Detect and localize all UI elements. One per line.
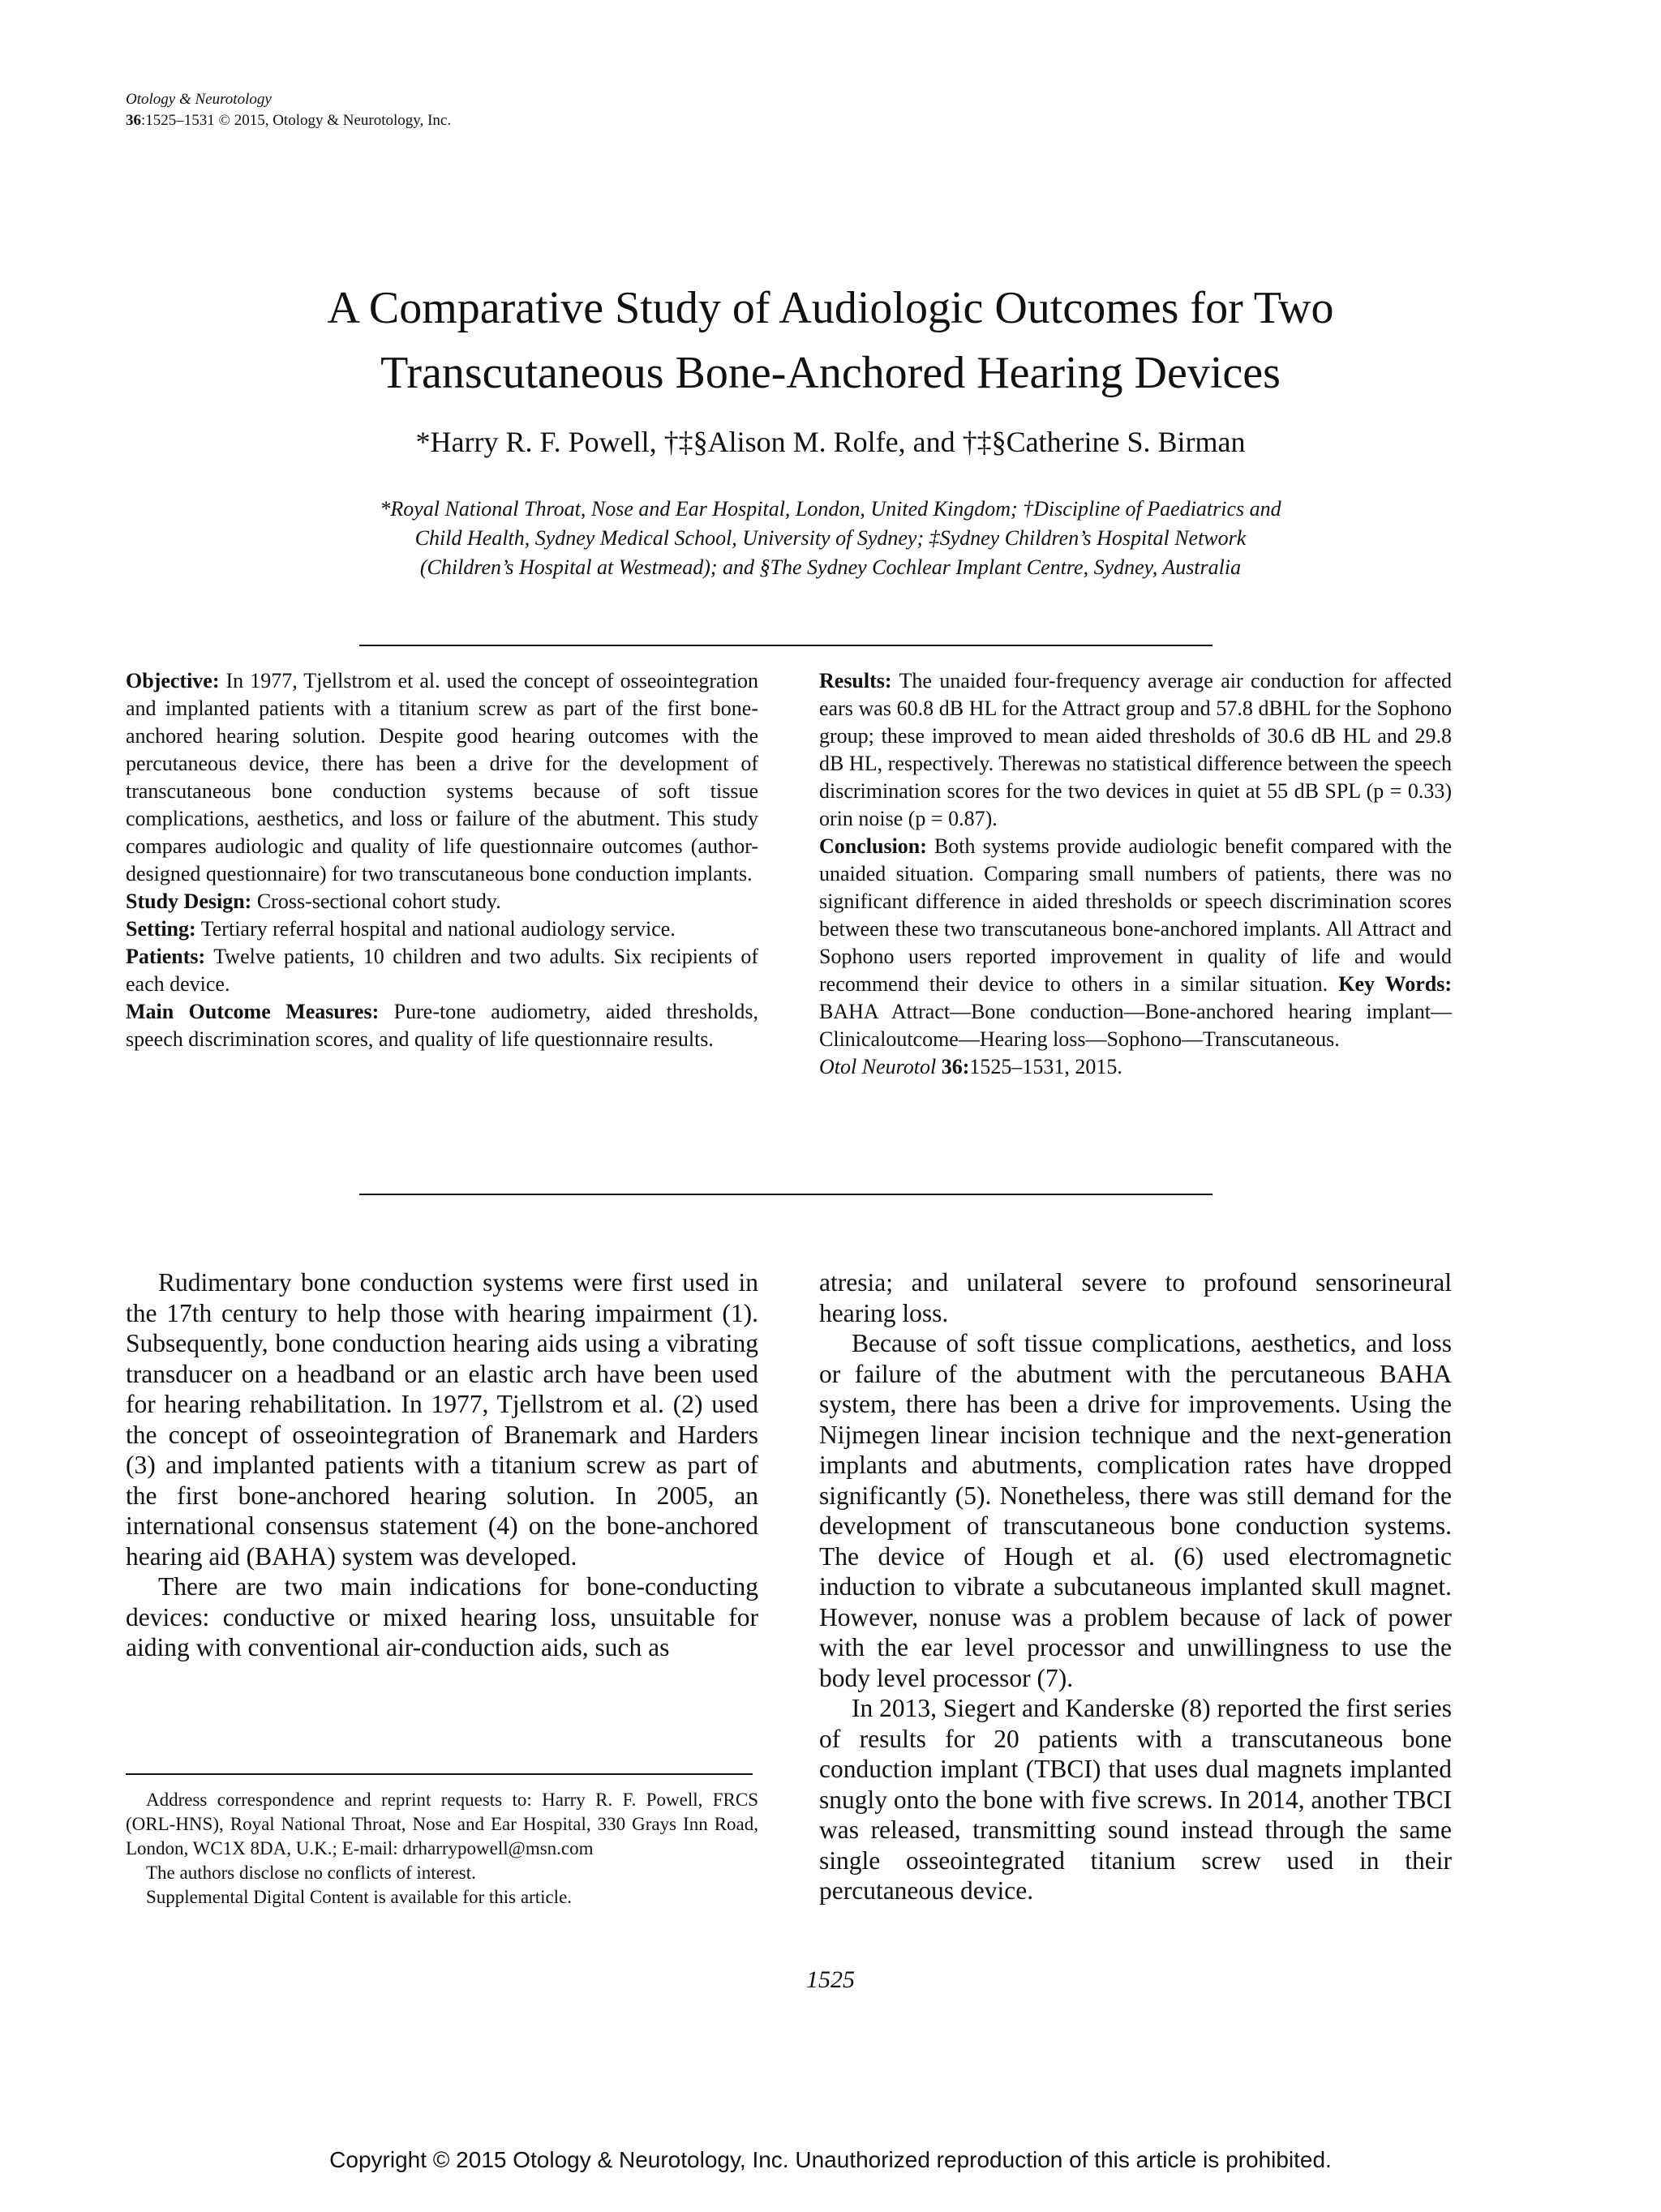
affiliations [0,495,1661,582]
abstract-conclusion [819,833,1452,1053]
article-title [0,276,1661,405]
footnotes [126,1788,758,1910]
journal-citation-rest: :1525–1531 © 2015, Otology & Neurotology, Inc. [141,112,452,129]
body-paragraph: Rudimentary bone conduction systems were first used in the 17th century to help those with hearing impairment (1). Subsequently, bone conduction hearing aids using a vibrating transducer on a headband or an elastic arch have been used for hearing rehabilitation. In 1977, Tjellstrom et al. (2) used the concept of osseointegration of Branemark and Harders (3) and implanted patients with a titanium screw as part of the first bone-anchored hearing solution. In 2005, an international consensus statement (4) on the bone-anchored hearing aid (BAHA) system was developed. [126,1268,758,1571]
affiliation-line: (Children’s Hospital at Westmead); and §The Sydney Cochlear Implant Centre, Sydney, Australia [419,555,1242,579]
footnote-rule [126,1773,753,1775]
body-paragraph: There are two main indications for bone-conducting devices: conductive or mixed hearing loss, unsuitable for aiding with conventional air-conduction aids, such as [126,1572,758,1661]
affiliation-line: *Royal National Throat, Nose and Ear Hospital, London, United Kingdom; †Discipline of Paediatrics and [380,497,1281,521]
conclusion-text: Both systems provide audiologic benefit compared with the unaided situation. Comparing small numbers of patients, there was no significant difference in aided thresholds or speech discrimination scores between these two transcutaneous bone-anchored implants. All Attract and Sophono users reported improvement in quality of life and would recommend their device to others in a similar situation. [819,834,1452,996]
abstract-measures [126,998,758,1053]
keywords-text: BAHA Attract—Bone conduction—Bone-anchored hearing implant—Clinicaloutcome—Hearing loss—Sophono—Transcutaneous. [819,1000,1452,1051]
cite-rest: 1525–1531, 2015. [969,1055,1122,1078]
body-paragraph: atresia; and unilateral severe to profound sensorineural hearing loss. [819,1268,1452,1327]
abstract-design [126,888,758,915]
abstract-setting [126,915,758,943]
setting-label: Setting: [126,917,196,941]
patients-text: Twelve patients, 10 children and two adults. Six recipients of each device. [126,945,758,996]
body-paragraph: In 2013, Siegert and Kanderske (8) reported the first series of results for 20 patients with a transcutaneous bone conduction implant (TBCI) that uses dual magnets implanted snugly onto the bone with five screws. In 2014, another TBCI was released, transmitting sound instead through the same single osseointegrated titanium screw used in their percutaneous device. [819,1694,1453,1905]
title-line-2: Transcutaneous Bone-Anchored Hearing Devices [380,348,1281,398]
abstract-citation [819,1053,1452,1081]
author-list: *Harry R. F. Powell, †‡§Alison M. Rolfe, and †‡§Catherine S. Birman [415,426,1246,458]
affiliation-line: Child Health, Sydney Medical School, University of Sydney; ‡Sydney Children’s Hospital Network [414,526,1247,550]
body-left-column [126,1267,758,1663]
journal-header [126,89,451,131]
abstract-left-column [126,667,758,1053]
journal-name: Otology & Neurotology [126,91,272,108]
footnote-supplemental: Supplemental Digital Content is available for this article. [146,1887,573,1907]
body-right-column [819,1267,1452,1906]
abstract-results [819,667,1452,833]
cite-volume: 36: [941,1055,970,1078]
page-number: 1525 [806,1966,855,1993]
abstract-patients [126,943,758,998]
footnote-correspondence: Address correspondence and reprint requests to: Harry R. F. Powell, FRCS (ORL-HNS), Royal National Throat, Nose and Ear Hospital, 330 Grays Inn Road, London, WC1X 8DA, U.K.; E-mail: drharrypowell@msn.com [126,1790,758,1858]
footnote-disclosure: The authors disclose no conflicts of interest. [146,1863,476,1883]
measures-text: Pure-tone audiometry, aided thresholds, speech discrimination scores, and quality of life questionnaire results. [126,1000,758,1051]
abstract-objective [126,667,758,888]
abstract-top-rule [359,645,1212,646]
objective-text: In 1977, Tjellstrom et al. used the concept of osseointegration and implanted patients with a titanium screw as part of the first bone-anchored hearing solution. Despite good hearing outcomes with the percutaneous device, there has been a drive for the development of transcutaneous bone conduction systems because of soft tissue complications, aesthetics, and loss or failure of the abutment. This study compares audiologic and quality of life questionnaire outcomes (author-designed questionnaire) for two transcutaneous bone conduction implants. [126,669,758,885]
objective-label: Objective: [126,669,220,692]
abstract-right-column [819,667,1452,1081]
setting-text: Tertiary referral hospital and national audiology service. [195,917,676,941]
copyright-notice: Copyright © 2015 Otology & Neurotology, Inc. Unauthorized reproduction of this article is prohibited. [329,2147,1332,2172]
design-label: Study Design: [126,890,252,913]
journal-citation [126,110,451,131]
results-label: Results: [819,669,892,692]
cite-journal: Otol Neurotol [819,1055,937,1078]
body-paragraph: Because of soft tissue complications, aesthetics, and loss or failure of the abutment with the percutaneous BAHA system, there has been a drive for improvements. Using the Nijmegen linear incision technique and the next-generation implants and abutments, complication rates have dropped significantly (5). Nonetheless, there was still demand for the development of transcutaneous bone conduction systems. The device of Hough et al. (6) used electromagnetic induction to vibrate a subcutaneous implanted skull magnet. However, nonuse was a problem because of lack of power with the ear level processor and unwillingness to use the body level processor (7). [819,1329,1452,1692]
journal-volume: 36 [126,112,141,129]
measures-label: Main Outcome Measures: [126,1000,380,1023]
keywords-label: Key Words: [1338,972,1453,996]
abstract-bottom-rule [359,1194,1212,1195]
design-text: Cross-sectional cohort study. [251,890,501,913]
conclusion-label: Conclusion: [819,834,927,858]
results-text: The unaided four-frequency average air conduction for affected ears was 60.8 dB HL for the Attract group and 57.8 dBHL for the Sophono group; these improved to mean aided thresholds of 30.6 dB HL and 29.8 dB HL, respectively. Therewas no statistical difference between the speech discrimination scores for the two devices in quiet at 55 dB SPL (p = 0.33) orin noise (p = 0.87). [819,669,1452,830]
patients-label: Patients: [126,945,206,968]
title-line-1: A Comparative Study of Audiologic Outcomes for Two [327,283,1334,333]
